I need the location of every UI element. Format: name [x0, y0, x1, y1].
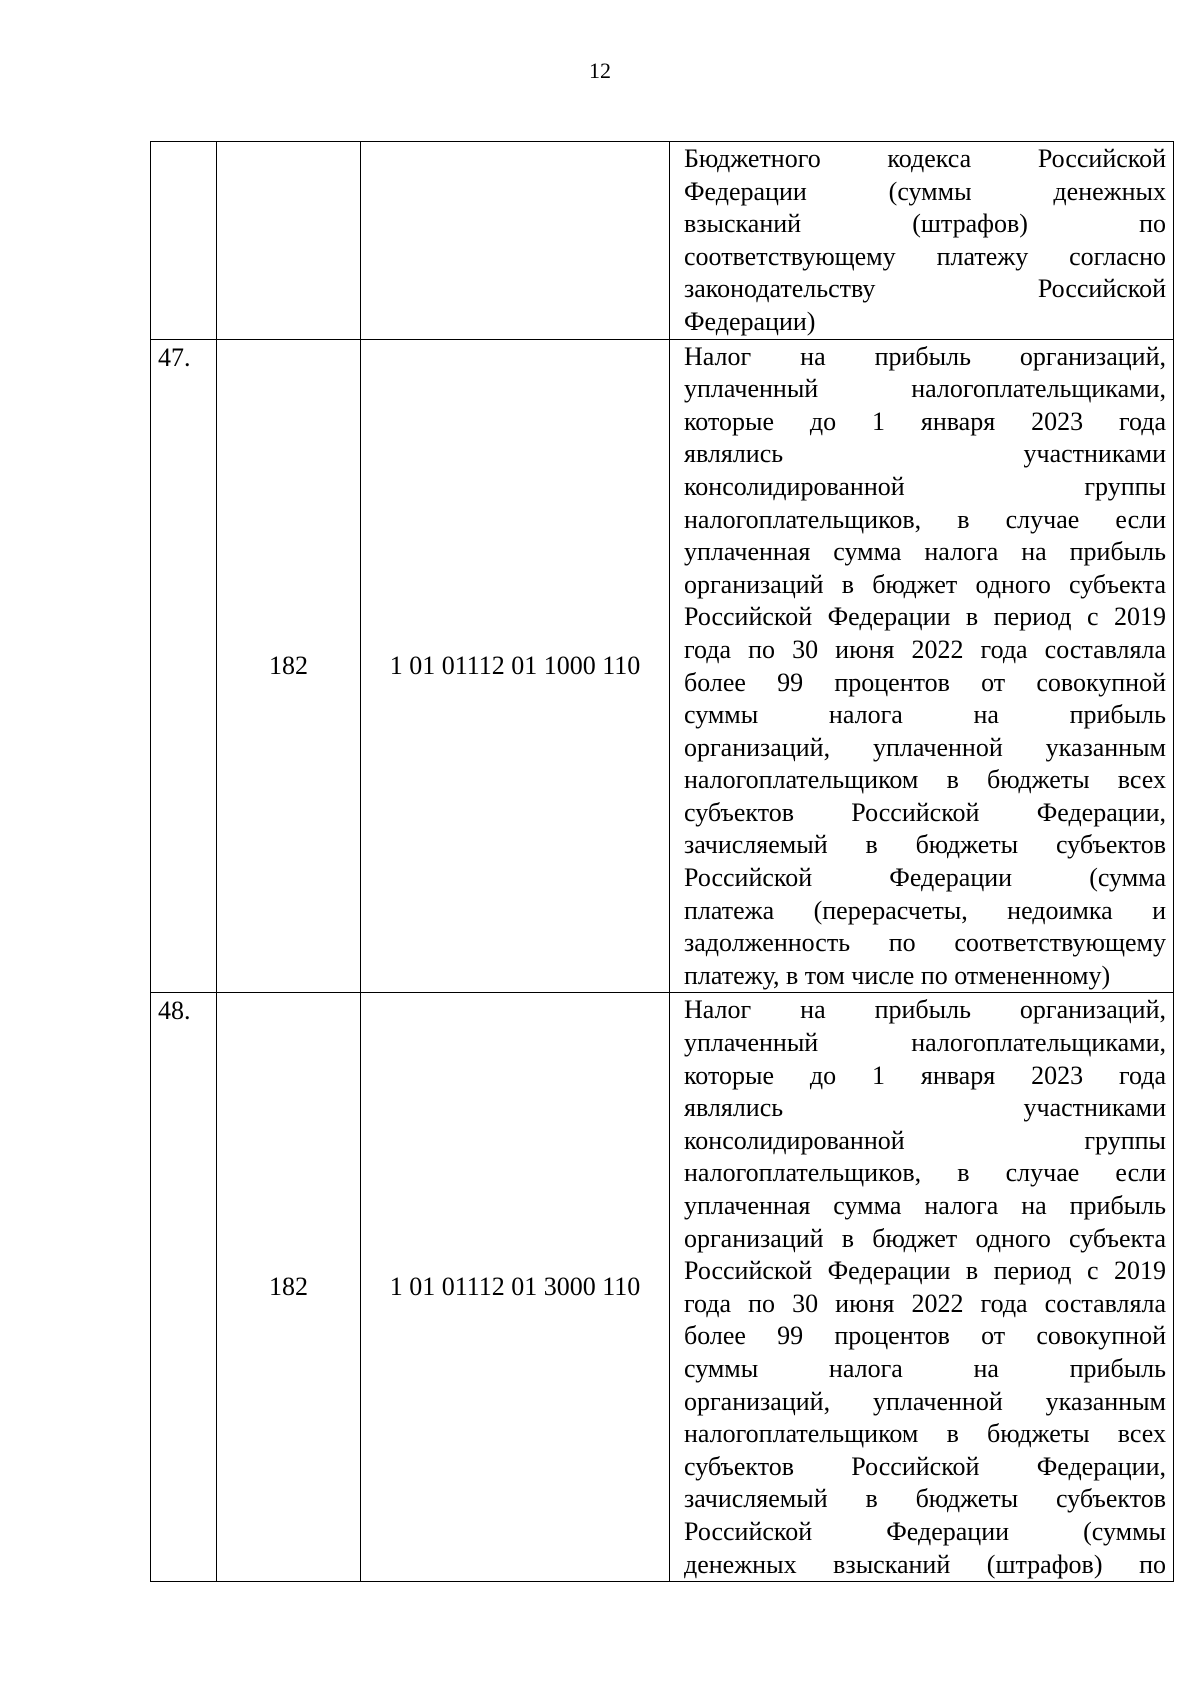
description-line: зачисляемый в бюджеты субъектов — [684, 830, 1166, 860]
description-line: налогоплательщиков, в случае если — [684, 504, 1166, 534]
description-line: более 99 процентов от совокупной — [684, 1321, 1166, 1351]
description-line: уплаченная сумма налога на прибыль — [684, 1191, 1166, 1220]
table-row — [151, 339, 1174, 993]
description-line: Российской Федерации в период с 2019 — [684, 602, 1166, 632]
description-line: организаций в бюджет одного субъекта — [684, 1223, 1166, 1253]
description-line: платежу, в том числе по отмененному) — [684, 960, 1111, 990]
description-line: Федерации) — [684, 306, 816, 336]
description-line: субъектов Российской Федерации, — [684, 1451, 1166, 1481]
description-line: Российской Федерации в период с 2019 — [684, 1256, 1166, 1286]
kbk-code-cell: 1 01 01112 01 3000 110 — [361, 993, 670, 1582]
description-line: более 99 процентов от совокупной — [684, 667, 1166, 697]
description-cell — [670, 142, 1174, 340]
description-line: Бюджетного кодекса Российской — [684, 144, 1166, 173]
description-line: задолженность по соответствующему — [684, 928, 1166, 958]
description-line: организаций, уплаченной указанным — [684, 1386, 1166, 1416]
description-line: Федерации (суммы денежных — [684, 176, 1166, 206]
description-line: налогоплательщиков, в случае если — [684, 1158, 1166, 1188]
description-line: года по 30 июня 2022 года составляла — [684, 1288, 1166, 1318]
description-line: Российской Федерации (суммы — [684, 1516, 1166, 1546]
description-line: законодательству Российской — [684, 274, 1166, 304]
description-line: субъектов Российской Федерации, — [684, 797, 1166, 827]
description-line: суммы налога на прибыль — [684, 1353, 1166, 1383]
description-line: организаций, уплаченной указанным — [684, 732, 1166, 762]
description-line: являлись участниками — [684, 439, 1166, 469]
description-line: организаций в бюджет одного субъекта — [684, 569, 1166, 599]
description-line: консолидированной группы — [684, 471, 1166, 501]
description-line: денежных взысканий (штрафов) по — [684, 1549, 1166, 1579]
description-line: Налог на прибыль организаций, — [684, 341, 1166, 371]
table-row — [151, 142, 1174, 340]
description-line: зачисляемый в бюджеты субъектов — [684, 1484, 1166, 1514]
description-line: Налог на прибыль организаций, — [684, 995, 1166, 1025]
table-body — [151, 142, 1174, 1582]
row-number-cell: 47. — [151, 339, 217, 993]
description-line: которые до 1 января 2023 года — [684, 406, 1166, 436]
description-line: соответствующему платежу согласно — [684, 241, 1166, 271]
description-line: суммы налога на прибыль — [684, 700, 1166, 730]
description-line: Российской Федерации (сумма — [684, 863, 1166, 893]
row-number-cell — [151, 142, 217, 340]
admin-code-cell: 182 — [217, 993, 361, 1582]
page-number: 12 — [589, 58, 611, 83]
description-line: взысканий (штрафов) по — [684, 209, 1166, 239]
description-line: являлись участниками — [684, 1093, 1166, 1123]
description-line: уплаченный налогоплательщиками, — [684, 374, 1166, 404]
row-number-cell: 48. — [151, 993, 217, 1582]
description-line: года по 30 июня 2022 года составляла — [684, 634, 1166, 664]
description-cell — [670, 993, 1174, 1582]
description-line: платежа (перерасчеты, недоимка и — [684, 895, 1166, 925]
description-cell — [670, 339, 1174, 993]
kbk-code-cell: 1 01 01112 01 1000 110 — [361, 339, 670, 993]
kbk-code-cell — [361, 142, 670, 340]
budget-codes-table — [150, 141, 1174, 1582]
table-row — [151, 993, 1174, 1582]
description-line: которые до 1 января 2023 года — [684, 1060, 1166, 1090]
description-line: налогоплательщиком в бюджеты всех — [684, 1419, 1166, 1449]
description-line: уплаченный налогоплательщиками, — [684, 1028, 1166, 1058]
description-line: консолидированной группы — [684, 1125, 1166, 1155]
admin-code-cell — [217, 142, 361, 340]
description-line: уплаченная сумма налога на прибыль — [684, 537, 1166, 567]
admin-code-cell: 182 — [217, 339, 361, 993]
description-line: налогоплательщиком в бюджеты всех — [684, 765, 1166, 795]
